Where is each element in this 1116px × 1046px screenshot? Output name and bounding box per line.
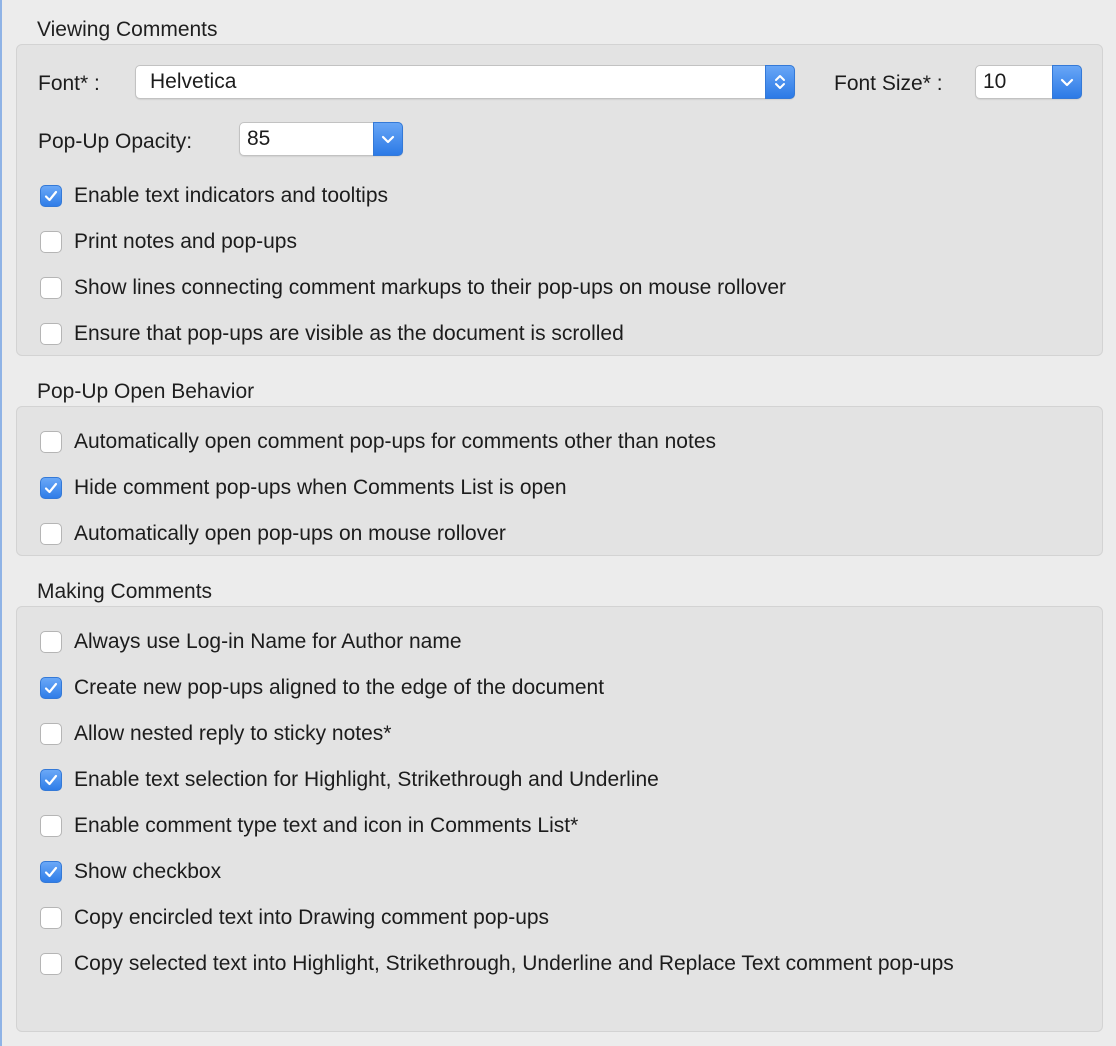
- option-nested-reply[interactable]: [40, 720, 391, 748]
- option-label: Allow nested reply to sticky notes*: [74, 722, 392, 745]
- option-label: Enable text selection for Highlight, Strikethrough and Underline: [74, 768, 659, 791]
- option-enable-text-indicators[interactable]: [40, 182, 388, 210]
- checkbox[interactable]: [40, 861, 62, 883]
- option-label: Automatically open pop-ups on mouse rollover: [74, 522, 506, 545]
- checkmark-icon: [43, 864, 59, 880]
- font-label: Font* :: [38, 72, 100, 95]
- popup-opacity-value: 85: [247, 127, 271, 150]
- option-show-connecting-lines[interactable]: [40, 274, 786, 302]
- popup-open-behavior-title: Pop-Up Open Behavior: [37, 380, 255, 403]
- option-label: Always use Log-in Name for Author name: [74, 630, 462, 653]
- font-size-label: Font Size* :: [834, 72, 943, 95]
- checkmark-icon: [43, 772, 59, 788]
- option-text-selection-markup[interactable]: [40, 766, 659, 794]
- option-label: Enable comment type text and icon in Comments List*: [74, 814, 579, 837]
- option-label: Show lines connecting comment markups to their pop-ups on mouse rollover: [74, 276, 787, 299]
- font-select[interactable]: [135, 65, 795, 99]
- option-label: Create new pop-ups aligned to the edge of the document: [74, 676, 605, 699]
- option-label: Show checkbox: [74, 860, 222, 883]
- option-use-login-name[interactable]: [40, 628, 462, 656]
- checkbox[interactable]: [40, 677, 62, 699]
- checkmark-icon: [43, 188, 59, 204]
- option-label: Copy encircled text into Drawing comment pop-ups: [74, 906, 550, 929]
- popup-opacity-select[interactable]: [239, 122, 403, 156]
- font-size-select[interactable]: [975, 65, 1082, 99]
- window-edge: [0, 0, 2, 1046]
- option-label: Ensure that pop-ups are visible as the document is scrolled: [74, 322, 624, 345]
- checkbox[interactable]: [40, 277, 62, 299]
- option-ensure-popups-visible[interactable]: [40, 320, 624, 348]
- option-label: Print notes and pop-ups: [74, 230, 297, 253]
- popup-opacity-label: Pop-Up Opacity:: [38, 130, 193, 153]
- checkbox[interactable]: [40, 631, 62, 653]
- option-label: Automatically open comment pop-ups for comments other than notes: [74, 430, 716, 453]
- checkbox[interactable]: [40, 231, 62, 253]
- checkbox[interactable]: [40, 815, 62, 837]
- checkbox[interactable]: [40, 477, 62, 499]
- option-label: Hide comment pop-ups when Comments List is open: [74, 476, 567, 499]
- checkbox[interactable]: [40, 185, 62, 207]
- checkmark-icon: [43, 680, 59, 696]
- option-hide-popups-comments-list[interactable]: [40, 474, 567, 502]
- checkbox[interactable]: [40, 769, 62, 791]
- chevron-down-icon: [373, 122, 403, 156]
- checkbox[interactable]: [40, 953, 62, 975]
- option-popups-aligned-edge[interactable]: [40, 674, 604, 702]
- option-auto-open-popups[interactable]: [40, 428, 716, 456]
- checkbox[interactable]: [40, 431, 62, 453]
- making-comments-title: Making Comments: [37, 580, 213, 603]
- option-copy-encircled-text[interactable]: [40, 904, 549, 932]
- checkbox[interactable]: [40, 907, 62, 929]
- checkbox[interactable]: [40, 723, 62, 745]
- option-label: Copy selected text into Highlight, Strikethrough, Underline and Replace Text comment pop-ups: [74, 952, 954, 975]
- checkbox[interactable]: [40, 523, 62, 545]
- viewing-comments-title: Viewing Comments: [37, 18, 218, 41]
- chevron-down-icon: [1052, 65, 1082, 99]
- checkbox[interactable]: [40, 323, 62, 345]
- option-label: Enable text indicators and tooltips: [74, 184, 389, 207]
- option-show-checkbox[interactable]: [40, 858, 221, 886]
- font-size-value: 10: [983, 70, 1007, 93]
- font-select-value: Helvetica: [150, 70, 237, 93]
- option-copy-selected-text[interactable]: [40, 950, 954, 978]
- option-print-notes[interactable]: [40, 228, 297, 256]
- option-auto-open-rollover[interactable]: [40, 520, 506, 548]
- up-down-arrows-icon: [765, 65, 795, 99]
- option-comment-type-icon[interactable]: [40, 812, 578, 840]
- checkmark-icon: [43, 480, 59, 496]
